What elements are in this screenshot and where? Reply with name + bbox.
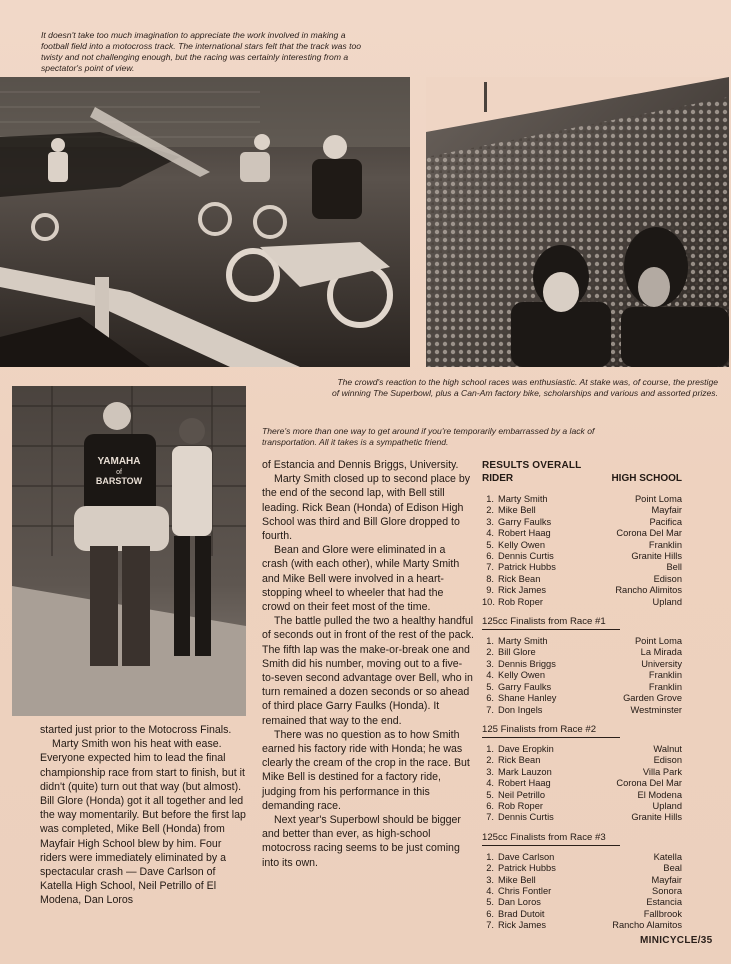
result-rider-name: Neil Petrillo bbox=[498, 789, 546, 800]
results-overall-list bbox=[482, 494, 682, 608]
result-rider-name: Don Ingels bbox=[498, 704, 543, 715]
result-rider bbox=[482, 528, 551, 539]
result-rider bbox=[482, 682, 551, 693]
result-rider-name: Robert Haag bbox=[498, 778, 551, 789]
result-rider bbox=[482, 897, 541, 908]
result-rider bbox=[482, 585, 546, 596]
results-title: RESULTS OVERALL bbox=[482, 460, 582, 471]
result-position: 6. bbox=[486, 908, 494, 919]
result-rider-name: Mike Bell bbox=[498, 874, 536, 885]
result-rider-name: Rick Bean bbox=[498, 755, 541, 766]
result-school: Mayfair bbox=[651, 505, 682, 516]
result-school: Garden Grove bbox=[623, 693, 682, 704]
result-rider-name: Garry Faulks bbox=[498, 516, 552, 527]
result-rider-name: Robert Haag bbox=[498, 528, 551, 539]
jacket-lettering-bottom: BARSTOW bbox=[95, 476, 143, 486]
result-rider-name: Bill Glore bbox=[498, 647, 536, 658]
result-row bbox=[482, 705, 682, 716]
article-paragraph: of Estancia and Dennis Briggs, University. bbox=[262, 459, 459, 471]
result-rider bbox=[482, 920, 546, 931]
result-rider-name: Mike Bell bbox=[498, 505, 536, 516]
result-rider-name: Shane Hanley bbox=[498, 693, 557, 704]
result-rider-name: Brad Dutoit bbox=[498, 908, 545, 919]
result-row bbox=[482, 693, 682, 704]
result-position: 4. bbox=[486, 528, 494, 539]
article-paragraph: Next year's Superbowl should be bigger and better than ever, as high-school motocross racing seems to be just coming into its own. bbox=[262, 814, 461, 869]
result-school: Corona Del Mar bbox=[616, 528, 682, 539]
result-row bbox=[482, 875, 682, 886]
result-rider bbox=[482, 659, 556, 670]
results-race1-list bbox=[482, 636, 682, 716]
result-rider bbox=[482, 767, 552, 778]
result-row bbox=[482, 909, 682, 920]
result-rider bbox=[482, 494, 548, 505]
race3-title: 125cc Finalists from Race #3 bbox=[482, 832, 620, 846]
article-paragraph: started just prior to the Motocross Finals. bbox=[40, 724, 232, 736]
result-row bbox=[482, 494, 682, 505]
result-position: 9. bbox=[486, 585, 494, 596]
result-row bbox=[482, 551, 682, 562]
photo-stadium-crowd bbox=[426, 77, 729, 367]
page-folio: MINICYCLE/35 bbox=[640, 935, 713, 946]
result-rider-name: Patrick Hubbs bbox=[498, 562, 556, 573]
result-row bbox=[482, 597, 682, 608]
result-row bbox=[482, 659, 682, 670]
result-position: 3. bbox=[486, 516, 494, 527]
result-position: 7. bbox=[486, 812, 494, 823]
result-school: Rancho Alimitos bbox=[615, 585, 682, 596]
result-school: Walnut bbox=[653, 743, 682, 754]
result-position: 3. bbox=[486, 658, 494, 669]
result-school: Upland bbox=[652, 596, 682, 607]
result-row bbox=[482, 755, 682, 766]
article-paragraph: Marty Smith closed up to second place by the end of the second lap, with Bell still leading. Rick Bean (Honda) of Edison High School was third and Bill Glore dropped to fourth. bbox=[262, 473, 471, 543]
result-row bbox=[482, 636, 682, 647]
race1-title: 125cc Finalists from Race #1 bbox=[482, 616, 620, 630]
race2-title: 125 Finalists from Race #2 bbox=[482, 724, 620, 738]
result-row bbox=[482, 505, 682, 516]
result-rider bbox=[482, 790, 545, 801]
result-rider-name: Patrick Hubbs bbox=[498, 863, 556, 874]
result-rider bbox=[482, 636, 548, 647]
result-row bbox=[482, 585, 682, 596]
result-rider bbox=[482, 852, 554, 863]
result-rider bbox=[482, 551, 554, 562]
article-paragraph: Bean and Glore were eliminated in a crash (with each other), while Marty Smith and Mike Bell were involved in a heart-stopping wheel to wheeler that had the crowd on their feet most of the time. bbox=[262, 544, 460, 614]
result-school: Granite Hills bbox=[631, 812, 682, 823]
rider-header: RIDER bbox=[482, 473, 514, 484]
result-rider-name: Marty Smith bbox=[498, 494, 548, 504]
article-paragraph: Marty Smith won his heat with ease. Everyone expected him to lead the final championship race from start to finish, but it didn't (quite) turn out that way (but almost). Bill Glore (Honda) got it all together and led the way momentarily. But before the first lap was completed, Mike Bell (Honda) from Mayfair High School blew by him. Four riders were immediately eliminated by a spectacular crash — Dave Carlson of Katella High School, Neil Petrillo of El Modena, Dan Loros bbox=[40, 738, 246, 907]
result-school: Corona Del Mar bbox=[616, 778, 682, 789]
results-race2-list bbox=[482, 744, 682, 824]
result-rider-name: Dan Loros bbox=[498, 897, 541, 908]
result-position: 1. bbox=[486, 494, 494, 504]
result-school: Franklin bbox=[648, 539, 682, 550]
result-rider bbox=[482, 670, 545, 681]
result-school: Villa Park bbox=[642, 766, 682, 777]
result-school: Katella bbox=[653, 851, 682, 862]
result-school: Rancho Alamitos bbox=[612, 920, 682, 931]
result-school: La Mirada bbox=[640, 647, 682, 658]
school-header: HIGH SCHOOL bbox=[611, 473, 682, 484]
result-row bbox=[482, 801, 682, 812]
result-rider bbox=[482, 562, 556, 573]
jacket-lettering-mid: of bbox=[116, 469, 122, 476]
result-rider-name: Dennis Curtis bbox=[498, 551, 554, 562]
result-rider-name: Dennis Curtis bbox=[498, 812, 554, 823]
result-position: 4. bbox=[486, 885, 494, 896]
result-school: Bell bbox=[666, 562, 682, 573]
result-school: Franklin bbox=[648, 681, 682, 692]
result-rider bbox=[482, 909, 545, 920]
result-rider bbox=[482, 812, 554, 823]
result-rider bbox=[482, 693, 556, 704]
result-position: 5. bbox=[486, 789, 494, 800]
result-rider bbox=[482, 863, 556, 874]
result-row bbox=[482, 886, 682, 897]
results-panel bbox=[482, 460, 682, 932]
result-school: Sonora bbox=[652, 885, 682, 896]
result-row bbox=[482, 790, 682, 801]
result-row bbox=[482, 812, 682, 823]
result-rider bbox=[482, 647, 536, 658]
results-race3-list bbox=[482, 852, 682, 932]
result-school: University bbox=[641, 658, 682, 669]
result-position: 3. bbox=[486, 874, 494, 885]
result-rider bbox=[482, 505, 536, 516]
result-school: Westminster bbox=[630, 704, 682, 715]
result-rider bbox=[482, 801, 543, 812]
result-row bbox=[482, 920, 682, 931]
result-row bbox=[482, 647, 682, 658]
result-rider-name: Garry Faulks bbox=[498, 681, 552, 692]
caption-track: It doesn't take too much imagination to appreciate the work involved in making a football field into a motocross track. The international stars felt that the track was too twisty and not challenging enough, but the racing was certainly interesting from a spectator's point of view. bbox=[41, 30, 362, 73]
result-position: 2. bbox=[486, 647, 494, 658]
article-column-left bbox=[40, 723, 250, 908]
result-position: 8. bbox=[486, 573, 494, 584]
caption-crowd: The crowd's reaction to the high school races was enthusiastic. At stake was, of course, the prestige of winning The Superbowl, plus a Can-Am factory bike, scholarships and various and assorted prizes. bbox=[332, 377, 718, 398]
article-column-middle bbox=[262, 458, 474, 870]
result-rider-name: Rob Roper bbox=[498, 800, 543, 811]
result-position: 4. bbox=[486, 670, 494, 681]
result-rider bbox=[482, 540, 545, 551]
result-rider bbox=[482, 886, 551, 897]
result-school: Point Loma bbox=[634, 494, 682, 504]
result-rider bbox=[482, 597, 543, 608]
result-rider-name: Mark Lauzon bbox=[498, 766, 552, 777]
result-position: 10. bbox=[482, 596, 495, 607]
article-paragraph: There was no question as to how Smith earned his factory ride with Honda; he was clearly the cream of the crop in the race. But Mike Bell is destined for a factory ride, judging from his performance in this demanding race. bbox=[262, 728, 470, 812]
result-rider bbox=[482, 517, 551, 528]
result-rider-name: Dave Carlson bbox=[498, 851, 555, 862]
result-rider bbox=[482, 744, 554, 755]
result-rider-name: Chris Fontler bbox=[498, 885, 552, 896]
result-row bbox=[482, 778, 682, 789]
result-row bbox=[482, 852, 682, 863]
result-school: Granite Hills bbox=[631, 551, 682, 562]
result-school: Estancia bbox=[646, 897, 682, 908]
result-row bbox=[482, 682, 682, 693]
result-rider-name: Dennis Briggs bbox=[498, 658, 556, 669]
result-position: 5. bbox=[486, 681, 494, 692]
jacket-lettering-top: YAMAHA bbox=[97, 456, 141, 467]
result-school: Mayfair bbox=[651, 874, 682, 885]
result-position: 5. bbox=[486, 539, 494, 550]
result-rider-name: Rick James bbox=[498, 920, 547, 931]
result-position: 2. bbox=[486, 505, 494, 516]
result-position: 4. bbox=[486, 778, 494, 789]
result-school: Fallbrook bbox=[643, 908, 682, 919]
result-position: 5. bbox=[486, 897, 494, 908]
result-position: 2. bbox=[486, 755, 494, 766]
result-position: 7. bbox=[486, 562, 494, 573]
result-row bbox=[482, 540, 682, 551]
result-position: 7. bbox=[486, 704, 494, 715]
result-rider-name: Kelly Owen bbox=[498, 539, 546, 550]
result-rider-name: Kelly Owen bbox=[498, 670, 546, 681]
result-row bbox=[482, 767, 682, 778]
result-position: 6. bbox=[486, 800, 494, 811]
result-school: Upland bbox=[652, 800, 682, 811]
result-row bbox=[482, 562, 682, 573]
result-position: 3. bbox=[486, 766, 494, 777]
result-row bbox=[482, 574, 682, 585]
result-position: 1. bbox=[486, 636, 494, 647]
result-school: Point Loma bbox=[634, 636, 682, 647]
result-position: 7. bbox=[486, 920, 494, 931]
result-row bbox=[482, 863, 682, 874]
photo-piggyback bbox=[12, 386, 246, 716]
result-school: El Modena bbox=[637, 789, 682, 800]
result-rider bbox=[482, 875, 536, 886]
result-rider-name: Dave Eropkin bbox=[498, 743, 554, 754]
result-school: Beal bbox=[663, 863, 682, 874]
result-rider bbox=[482, 755, 540, 766]
result-rider-name: Marty Smith bbox=[498, 636, 548, 647]
result-rider bbox=[482, 705, 542, 716]
result-school: Edison bbox=[653, 755, 682, 766]
result-position: 6. bbox=[486, 551, 494, 562]
result-school: Pacifica bbox=[649, 516, 682, 527]
result-rider bbox=[482, 574, 540, 585]
result-position: 1. bbox=[486, 743, 494, 754]
result-rider bbox=[482, 778, 551, 789]
caption-friend: There's more than one way to get around if you're temporarily embarrassed by a lack of transportation. All it takes is a sympathetic friend. bbox=[262, 426, 595, 447]
result-position: 6. bbox=[486, 693, 494, 704]
photo-motocross-race bbox=[0, 77, 410, 367]
result-row bbox=[482, 670, 682, 681]
result-position: 2. bbox=[486, 863, 494, 874]
result-rider-name: Rob Roper bbox=[498, 596, 543, 607]
result-position: 1. bbox=[486, 851, 494, 862]
result-school: Edison bbox=[653, 573, 682, 584]
result-row bbox=[482, 528, 682, 539]
result-row bbox=[482, 517, 682, 528]
result-row bbox=[482, 744, 682, 755]
results-header bbox=[482, 473, 682, 484]
article-paragraph: The battle pulled the two a healthy handful of seconds out in front of the rest of the pack. The fifth lap was the make-or-break one and Smith did his number, moving out to a five-to-seven second advantage over Bell, who in turn remained a dozen seconds or so ahead of third place Garry Faulks (Honda). It remained that way to the end. bbox=[262, 615, 474, 727]
result-row bbox=[482, 897, 682, 908]
result-rider-name: Rick Bean bbox=[498, 573, 541, 584]
result-rider-name: Rick James bbox=[498, 585, 547, 596]
result-school: Franklin bbox=[648, 670, 682, 681]
